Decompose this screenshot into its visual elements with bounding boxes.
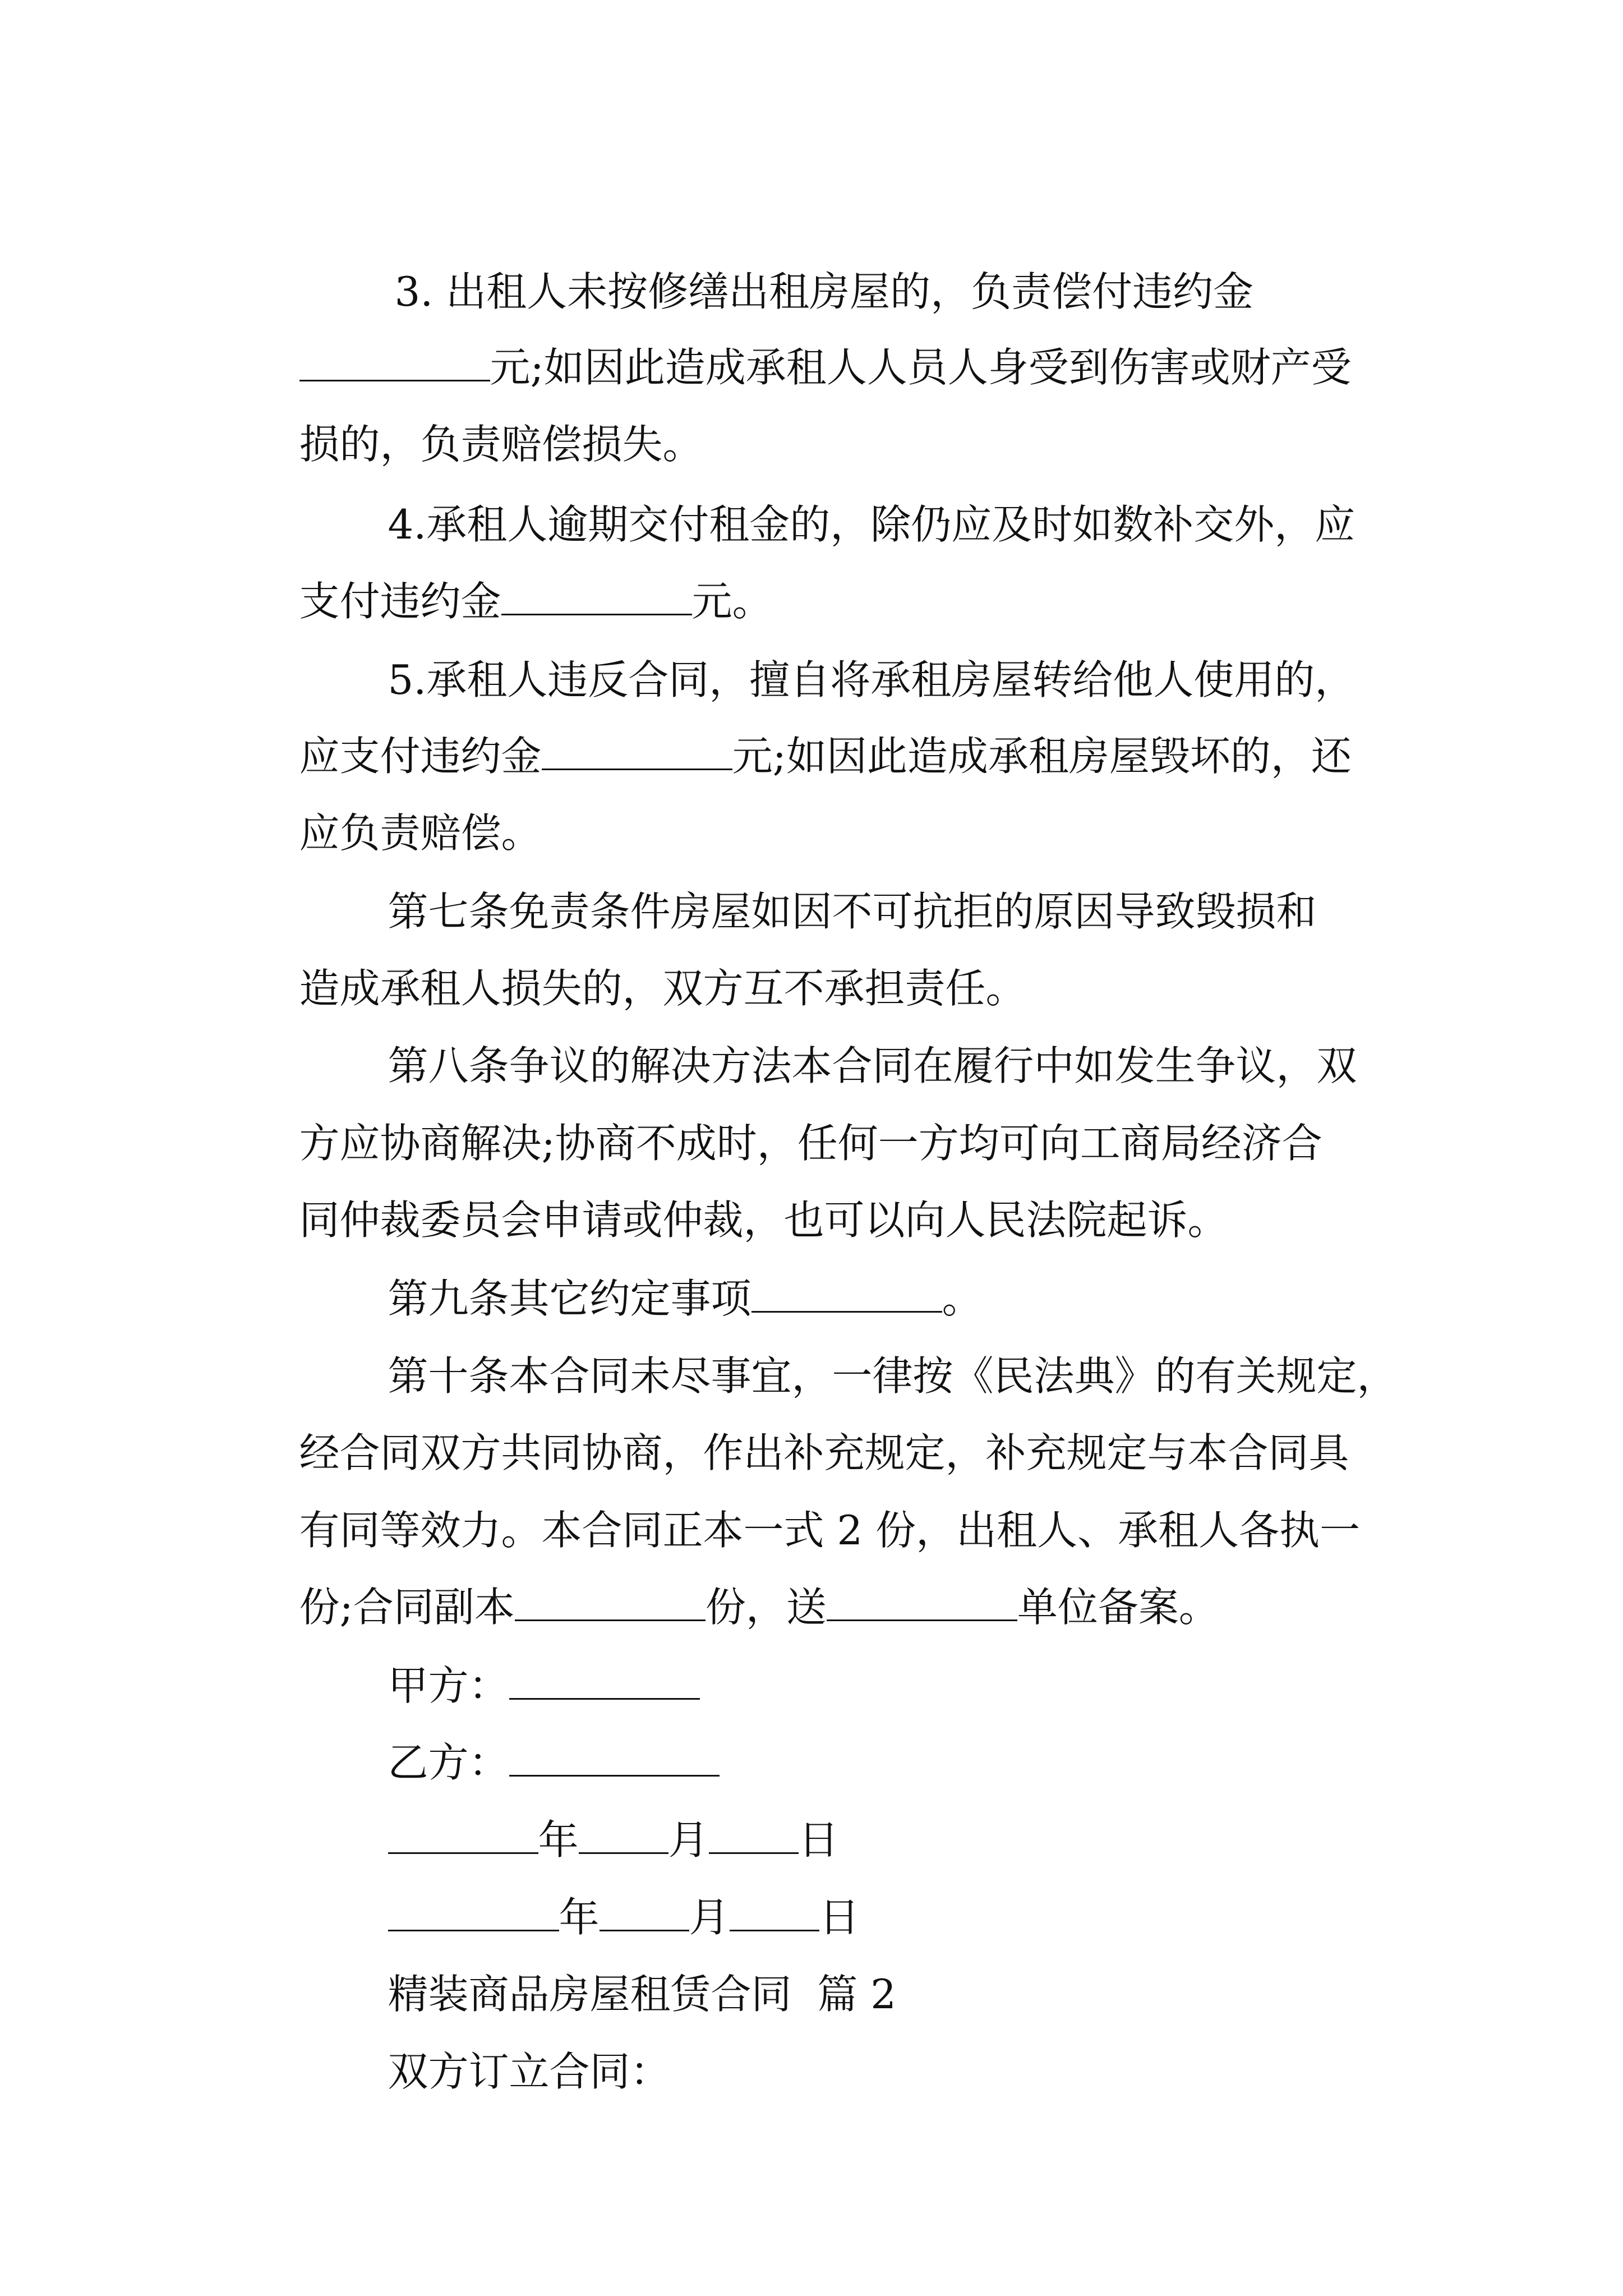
article-10-text: 单位备案。 <box>1017 1584 1219 1631</box>
article-10-text: 第十条本合同未尽事宜，一律按《民法典》的有关规定， <box>388 1352 1398 1400</box>
article-10-line-4 <box>248 1531 1219 1631</box>
article-8-line-2 <box>248 1068 1322 1167</box>
month-label: 月 <box>689 1894 730 1941</box>
clause-5-text: 应支付违约金 <box>299 733 542 780</box>
clause-5-text: 5.承租人违反合同，擅自将承租房屋转给他人使用的， <box>388 656 1355 703</box>
party-a-label: 甲方： <box>388 1662 509 1709</box>
party-a-line <box>336 1610 700 1709</box>
party-b-line <box>336 1687 720 1786</box>
section-2-title <box>336 1918 897 2018</box>
section-2-intro-text: 双方订立合同： <box>388 2048 671 2095</box>
clause-3-line-2 <box>248 292 1352 391</box>
clause-4-line-2 <box>248 526 773 625</box>
article-10-text: 经合同双方共同协商，作出补充规定，补充规定与本合同具 <box>299 1429 1349 1476</box>
article-10-line-1 <box>336 1300 1398 1400</box>
article-7-line-1 <box>336 836 1317 935</box>
article-10-line-2 <box>248 1377 1349 1476</box>
clause-3-line-1 <box>343 216 1254 315</box>
article-10-text: 份，送 <box>705 1584 827 1631</box>
clause-4-text: 4.承租人逾期交付租金的，除仍应及时如数补交外，应 <box>388 501 1355 548</box>
date-line-1 <box>336 1764 839 1864</box>
blank-field[interactable] <box>827 1585 1017 1621</box>
clause-5-text: 应负责赔偿。 <box>299 809 542 857</box>
blank-field[interactable] <box>542 734 732 770</box>
clause-4-text: 元。 <box>691 578 773 625</box>
article-7-text: 造成承租人损失的，双方互不承担责任。 <box>299 965 1026 1012</box>
party-b-label: 乙方： <box>388 1739 509 1786</box>
clause-5-line-3 <box>248 757 542 857</box>
article-8-line-3 <box>248 1144 1228 1244</box>
article-7-line-2 <box>248 913 1026 1012</box>
article-7-text: 第七条免责条件房屋如因不可抗拒的原因导致毁损和 <box>388 888 1317 935</box>
clause-3-text: 3. 出租人未按修缮出租房屋的，负责偿付违约金 <box>394 268 1254 315</box>
day-label: 日 <box>819 1894 860 1941</box>
article-10-text: 份;合同副本 <box>299 1584 515 1631</box>
clause-4-text: 支付违约金 <box>299 578 501 625</box>
year-label: 年 <box>559 1894 600 1941</box>
article-9-text: 第九条其它约定事项 <box>388 1275 751 1322</box>
article-8-text: 同仲裁委员会申请或仲裁，也可以向人民法院起诉。 <box>299 1197 1228 1244</box>
clause-3-text: 损的，负责赔偿损失。 <box>299 421 703 468</box>
clause-3-line-3 <box>248 369 703 468</box>
clause-5-line-1 <box>336 604 1355 703</box>
day-label: 日 <box>798 1816 839 1864</box>
clause-4-line-1 <box>336 449 1355 548</box>
article-9-line <box>336 1223 983 1322</box>
date-line-2 <box>336 1842 860 1941</box>
article-10-line-3 <box>248 1455 1361 1554</box>
clause-5-line-2 <box>248 680 1352 780</box>
month-label: 月 <box>668 1816 709 1864</box>
section-2-title-text: 精装商品房屋租赁合同 篇 2 <box>388 1971 897 2018</box>
article-9-text: 。 <box>942 1275 983 1322</box>
section-2-intro <box>336 1996 671 2095</box>
article-8-line-1 <box>336 990 1357 1089</box>
clause-3-text: 元;如因此造成承租人人员人身受到伤害或财产受 <box>490 344 1352 391</box>
year-label: 年 <box>538 1816 579 1864</box>
article-10-text: 有同等效力。本合同正本一式 2 份，出租人、承租人各执一 <box>299 1507 1361 1554</box>
article-8-text: 第八条争议的解决方法本合同在履行中如发生争议，双 <box>388 1042 1357 1089</box>
article-8-text: 方应协商解决;协商不成时，任何一方均可向工商局经济合 <box>299 1120 1322 1167</box>
clause-5-text: 元;如因此造成承租房屋毁坏的，还 <box>732 733 1352 780</box>
